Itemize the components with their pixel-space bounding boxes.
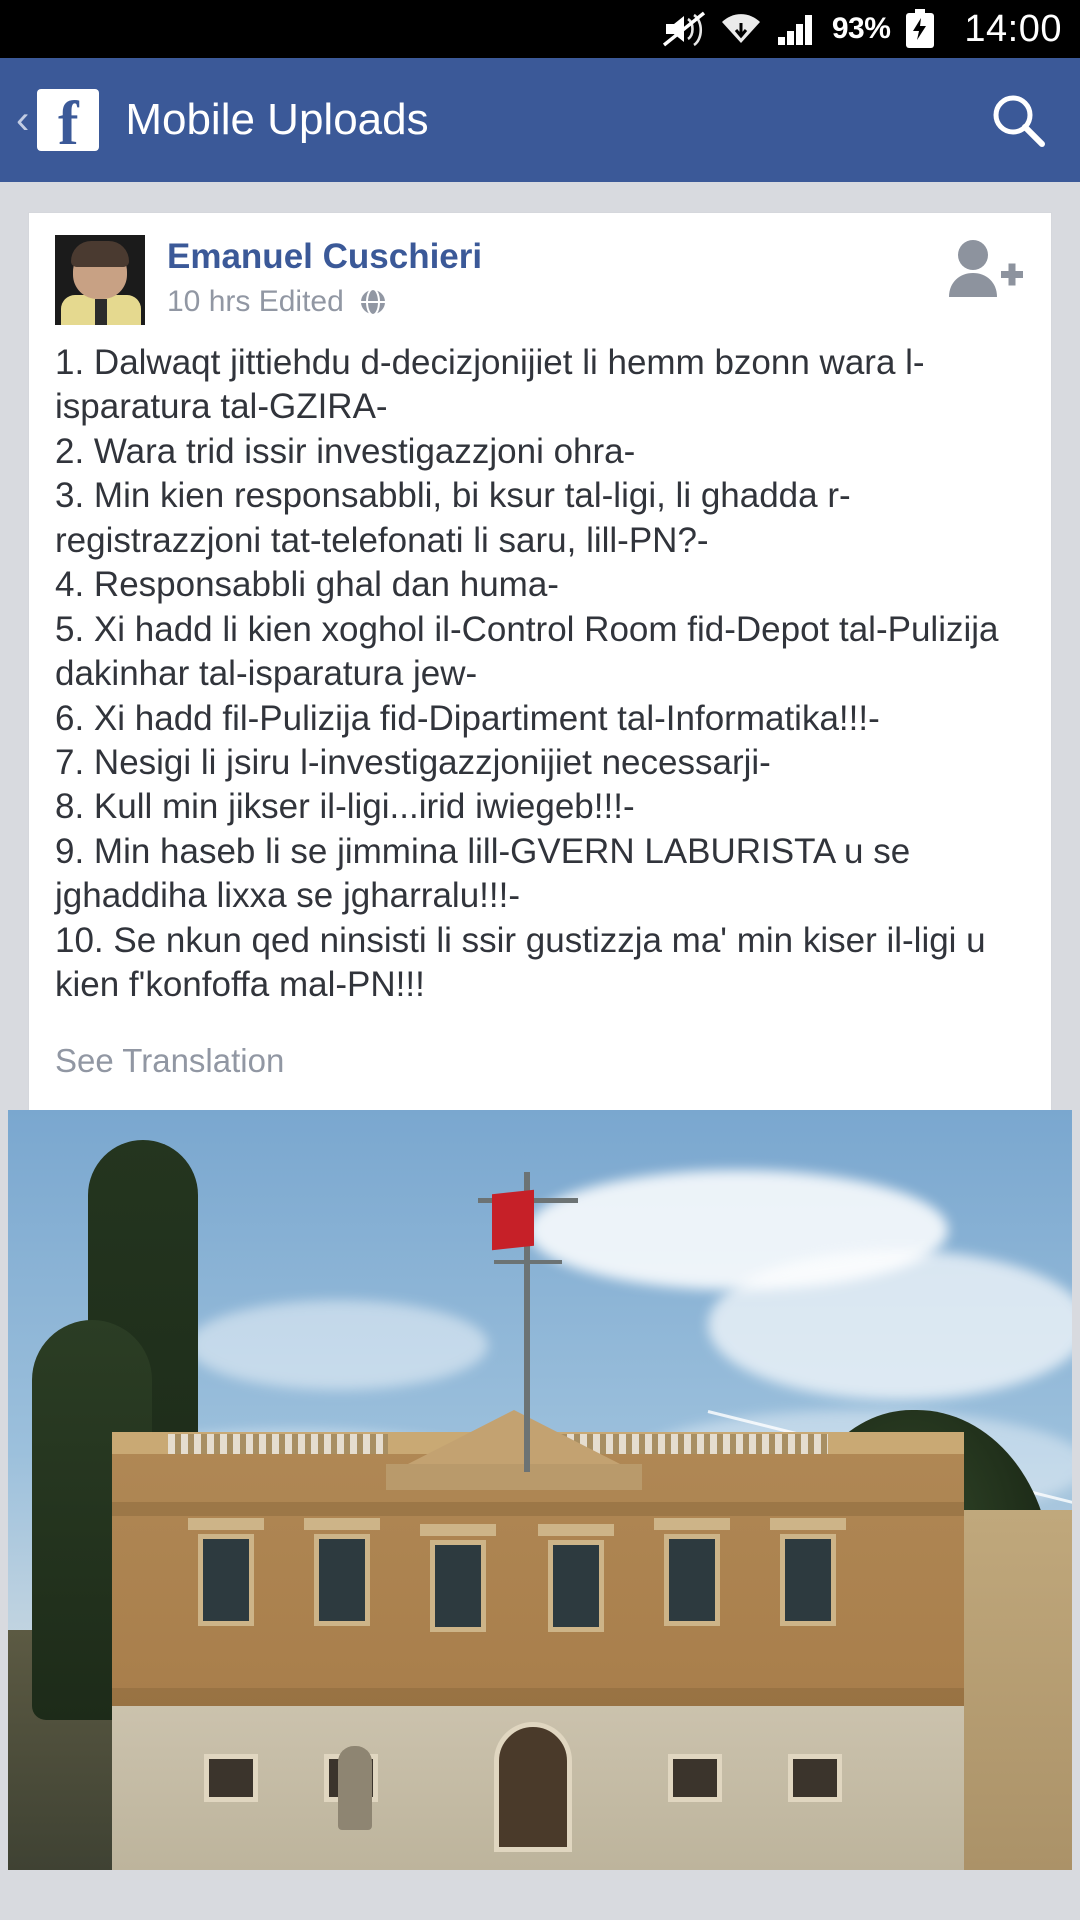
post-subtitle [167,285,939,319]
facebook-logo-letter: f [58,90,79,158]
wifi-icon [720,11,762,47]
facebook-logo-icon[interactable] [37,89,99,158]
photo-cloud [188,1300,488,1390]
globe-icon [358,287,388,317]
action-bar [0,58,1080,182]
post-meta [167,235,939,319]
photo-window-head [770,1518,846,1530]
post-timestamp: 10 hrs Edited [167,284,344,318]
photo-window [548,1540,604,1632]
search-icon [988,90,1048,150]
post-header [29,213,1051,331]
post-author-name[interactable]: Emanuel Cuschieri [167,237,483,276]
photo-pediment-base [386,1464,642,1490]
photo-basement-window [668,1754,722,1802]
photo-window [430,1540,486,1632]
status-icons [662,8,1062,51]
post-text: 1. Dalwaqt jittiehdu d-decizjonijiet li hemm bzonn wara l-isparatura tal-GZIRA- 2. Wara trid issir investigazzjoni ohra- 3. Min kien responsabbli, bi ksur tal-ligi, li ghadda r-registrazzjoni tat-telefonati li saru, lill-PN?- 4. Responsabbli ghal dan huma- 5. Xi hadd li kien xoghol il-Control Room fid-Depot tal-Pulizija dakinhar tal-isparatura jew- 6. Xi hadd fil-Pulizija fid-Dipartiment tal-Informatika!!!- 7. Nesigi li jsiru l-investigazzjonijiet necessarji- 8. Kull min jikser il-ligi...irid iwiegeb!!!- 9. Min haseb li se jimmina lill-GVERN LABURISTA u se jghaddiha lixxa se jgharralu!!!- 10. Se nkun qed ninsisti li ssir gustizzja ma' min kiser il-ligi u kien f'konfoffa mal-PN!!! [55,343,999,1005]
photo-basement-window [204,1754,258,1802]
photo-flag [492,1189,534,1249]
photo-window-head [304,1518,380,1530]
photo-side-wall [952,1510,1072,1870]
add-friend-icon [945,235,1025,309]
photo-balustrade [168,1434,388,1454]
photo-statue [338,1746,372,1830]
back-button[interactable]: ‹ [16,98,30,142]
see-translation-link[interactable]: See Translation [55,1041,285,1079]
photo-window-head [654,1518,730,1530]
news-feed[interactable] [0,182,1080,1920]
avatar[interactable] [55,235,145,325]
photo-window-head [188,1518,264,1530]
photo-basement-window [788,1754,842,1802]
post-body [29,331,1051,1008]
photo-mast-cross [494,1260,562,1264]
battery-charging-icon [904,9,936,49]
post-photo[interactable] [8,1110,1072,1870]
post-card [28,212,1052,1110]
photo-cloud [708,1250,1072,1400]
photo-pediment [404,1410,624,1466]
photo-string-course [112,1688,964,1706]
photo-main-door [494,1722,572,1852]
photo-window [664,1534,720,1626]
signal-icon [776,11,816,47]
photo-window [314,1534,370,1626]
photo-window-head [538,1524,614,1536]
mute-icon [662,11,706,47]
battery-percent: 93% [831,12,891,45]
search-button[interactable] [982,84,1054,156]
photo-window [198,1534,254,1626]
photo-window [780,1534,836,1626]
status-clock: 14:00 [964,7,1062,50]
photo-window-head [420,1524,496,1536]
photo-cornice [112,1502,964,1516]
page-title: Mobile Uploads [125,95,429,144]
status-bar [0,0,1080,58]
add-friend-button[interactable] [939,235,1025,313]
